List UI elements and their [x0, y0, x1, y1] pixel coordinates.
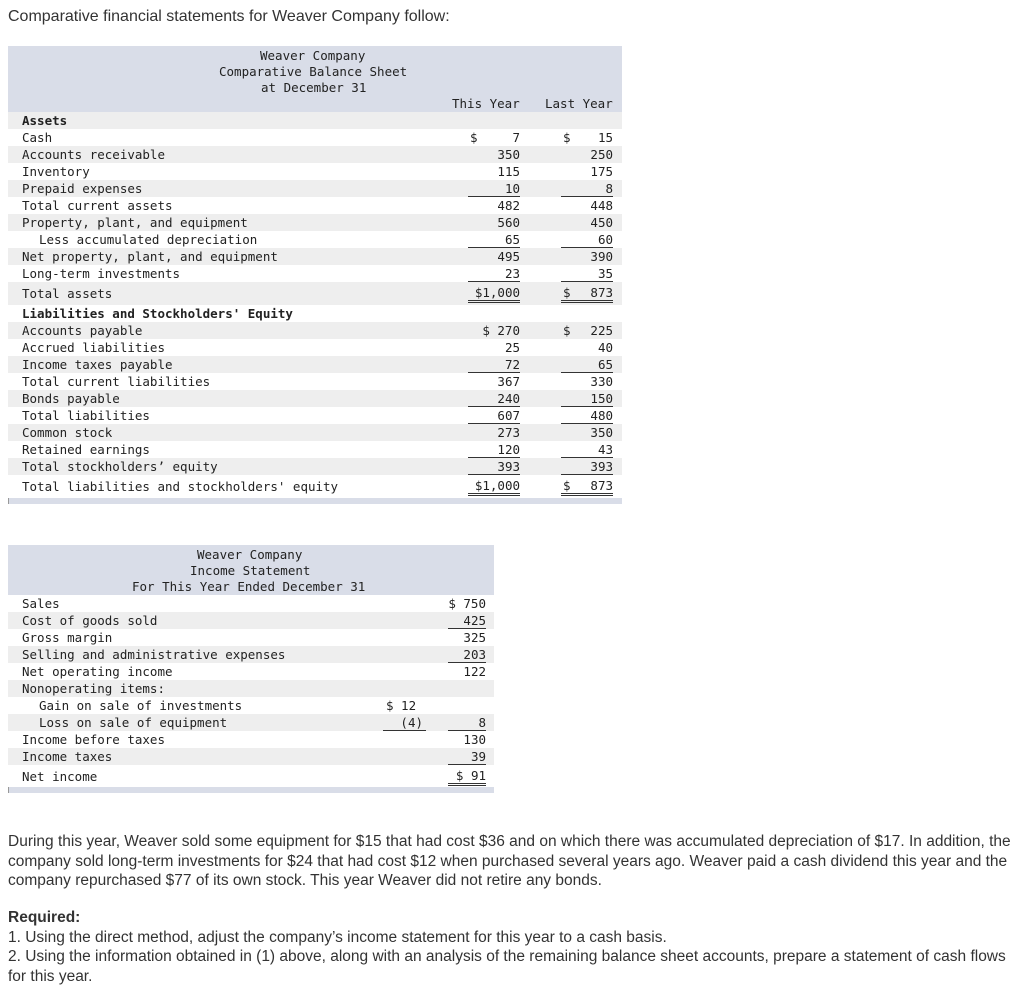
bs-row	[8, 265, 622, 282]
bs-this-year-cell-value: 367	[497, 374, 520, 389]
is-row-label: Selling and administrative expenses	[22, 647, 286, 662]
bs-last-year-cell-value: 873	[590, 478, 613, 493]
is-row-label: Nonoperating items:	[22, 681, 165, 696]
bs-last-year-cell-value: 448	[590, 198, 613, 213]
bs-this-year-cell-value: 495	[497, 249, 520, 264]
bs-row-label: Assets	[22, 113, 68, 128]
is-row-label: Income taxes	[22, 749, 113, 764]
bs-last-year-cell-value: 450	[590, 215, 613, 230]
bs-row-label: Net property, plant, and equipment	[22, 249, 278, 264]
bs-row-label: Less accumulated depreciation	[39, 232, 258, 247]
is-amount-cell	[448, 646, 486, 663]
bs-row-label: Accounts receivable	[22, 147, 165, 162]
bs-this-year-cell	[468, 390, 520, 407]
bs-this-year-cell	[468, 163, 520, 180]
bs-row	[8, 180, 622, 197]
is-row-label: Net income	[22, 769, 98, 784]
bs-row	[8, 322, 622, 339]
bs-last-year-cell	[561, 248, 613, 265]
bs-row-label: Accounts payable	[22, 323, 143, 338]
is-amount-value: 203	[463, 647, 486, 662]
bs-last-year-cell	[561, 197, 613, 214]
bs-last-year-cell-currency: $	[563, 130, 571, 145]
bs-this-year-cell	[468, 322, 520, 339]
bs-this-year-cell	[468, 146, 520, 163]
bs-last-year-cell	[561, 407, 613, 424]
is-amount-value: 39	[470, 749, 486, 764]
bs-col-this-year: This Year	[452, 96, 520, 111]
bs-row	[8, 424, 622, 441]
bs-last-year-cell-currency: $	[563, 285, 571, 300]
bs-last-year-cell	[561, 284, 613, 303]
bs-row	[8, 146, 622, 163]
income-statement-footer-bar	[8, 787, 494, 793]
bs-row	[8, 390, 622, 407]
is-subtotal-cell	[383, 697, 426, 714]
balance-sheet	[8, 46, 622, 498]
is-row-label: Loss on sale of equipment	[39, 715, 228, 730]
bs-last-year-cell	[561, 373, 613, 390]
is-amount-value: 130	[463, 732, 486, 747]
bs-row-label: Inventory	[22, 164, 90, 179]
bs-row-label: Total assets	[22, 286, 113, 301]
bs-last-year-cell	[561, 180, 613, 197]
bs-last-year-cell-value: 175	[590, 164, 613, 179]
bs-last-year-cell	[561, 214, 613, 231]
is-row	[8, 612, 494, 629]
bs-this-year-cell	[468, 407, 520, 424]
is-row-label: Net operating income	[22, 664, 173, 679]
is-amount-value: $ 750	[448, 596, 486, 611]
bs-row-label: Total liabilities and stockholders' equity	[22, 479, 339, 494]
bs-last-year-cell-value: 330	[590, 374, 613, 389]
is-amount-cell	[448, 629, 486, 646]
is-amount-cell	[448, 767, 486, 786]
required-item-2: 2. Using the information obtained in (1) above, along with an analysis of the remaining balance sheet accounts, prepare a statement of cash flows for this year.	[8, 948, 1006, 985]
bs-row	[8, 214, 622, 231]
bs-last-year-cell	[561, 322, 613, 339]
bs-last-year-cell-value: 250	[590, 147, 613, 162]
is-title-statement: Income Statement	[190, 563, 311, 578]
required-title: Required:	[8, 909, 81, 926]
bs-last-year-cell	[561, 390, 613, 407]
bs-row-label: Total current liabilities	[22, 374, 211, 389]
bs-row-label: Accrued liabilities	[22, 340, 165, 355]
bs-this-year-cell	[468, 180, 520, 197]
bs-row-label: Retained earnings	[22, 442, 150, 457]
bs-title-company: Weaver Company	[260, 48, 366, 63]
bs-this-year-cell	[468, 248, 520, 265]
income-statement	[8, 545, 494, 787]
intro-text: Comparative financial statements for Weaver Company follow:	[8, 8, 450, 25]
bs-row	[8, 112, 622, 129]
bs-row-label: Bonds payable	[22, 391, 120, 406]
bs-row-label: Total stockholders’ equity	[22, 459, 218, 474]
bs-last-year-cell-currency: $	[563, 478, 571, 493]
bs-row	[8, 305, 622, 322]
bs-row	[8, 339, 622, 356]
is-row-label: Cost of goods sold	[22, 613, 158, 628]
is-row	[8, 663, 494, 680]
bs-this-year-cell	[468, 477, 520, 496]
bs-this-year-cell-value: 482	[497, 198, 520, 213]
bs-this-year-cell	[468, 356, 520, 373]
bs-row-label: Income taxes payable	[22, 357, 173, 372]
bs-last-year-cell	[561, 265, 613, 282]
bs-this-year-cell	[468, 441, 520, 458]
bs-last-year-cell-value: 225	[590, 323, 613, 338]
is-amount-cell	[448, 595, 486, 612]
bs-this-year-cell-value: 607	[497, 408, 520, 423]
bs-last-year-cell-currency: $	[563, 323, 571, 338]
is-row	[8, 629, 494, 646]
bs-row-label: Property, plant, and equipment	[22, 215, 248, 230]
bs-this-year-cell-value: 72	[504, 357, 520, 372]
is-row	[8, 697, 494, 714]
bs-last-year-cell-value: 393	[590, 459, 613, 474]
bs-row-label: Cash	[22, 130, 53, 145]
bs-last-year-cell-value: 65	[597, 357, 613, 372]
required-item-1: 1. Using the direct method, adjust the company’s income statement for this year to a cash basis.	[8, 928, 667, 946]
bs-this-year-cell-value: 23	[504, 266, 520, 281]
bs-last-year-cell-value: 35	[597, 266, 613, 281]
bs-row	[8, 356, 622, 373]
bs-row	[8, 197, 622, 214]
bs-row	[8, 248, 622, 265]
bs-last-year-cell	[561, 356, 613, 373]
bs-this-year-cell-value: $1,000	[474, 285, 520, 300]
bs-col-last-year: Last Year	[545, 96, 613, 111]
bs-this-year-cell-value: 65	[504, 232, 520, 247]
is-subtotal-cell	[383, 714, 426, 731]
bs-this-year-cell-value: 240	[497, 391, 520, 406]
bs-this-year-cell	[468, 265, 520, 282]
bs-last-year-cell-value: 43	[597, 442, 613, 457]
bs-last-year-cell-value: 150	[590, 391, 613, 406]
bs-row	[8, 458, 622, 475]
bs-row	[8, 475, 622, 498]
bs-this-year-cell	[468, 458, 520, 475]
bs-last-year-cell-value: 480	[590, 408, 613, 423]
is-row	[8, 731, 494, 748]
bs-this-year-cell-value: 115	[497, 164, 520, 179]
bs-title-date: at December 31	[261, 80, 367, 95]
bs-last-year-cell	[561, 163, 613, 180]
is-row	[8, 714, 494, 731]
is-row	[8, 595, 494, 612]
is-subtotal-value: $ 12	[386, 698, 417, 713]
is-row	[8, 646, 494, 663]
is-row-label: Sales	[22, 596, 60, 611]
bs-last-year-cell	[561, 477, 613, 496]
bs-row-label: Long-term investments	[22, 266, 181, 281]
bs-this-year-cell	[468, 129, 520, 146]
bs-last-year-cell-value: 8	[605, 181, 613, 196]
balance-sheet-header	[8, 46, 622, 112]
bs-this-year-cell-value: 560	[497, 215, 520, 230]
bs-this-year-cell-currency: $	[470, 130, 478, 145]
bs-this-year-cell-value: $1,000	[474, 478, 520, 493]
is-amount-cell	[448, 612, 486, 629]
balance-sheet-footer-bar	[8, 498, 622, 504]
is-amount-value: 8	[478, 715, 486, 730]
bs-last-year-cell-value: 60	[597, 232, 613, 247]
bs-row	[8, 231, 622, 248]
bs-this-year-cell-value: 25	[504, 340, 520, 355]
bs-this-year-cell	[468, 339, 520, 356]
bs-row-label: Total current assets	[22, 198, 173, 213]
is-amount-value: 425	[463, 613, 486, 628]
bs-last-year-cell-value: 40	[597, 340, 613, 355]
bs-row-label: Liabilities and Stockholders' Equity	[22, 306, 293, 321]
is-amount-cell	[448, 663, 486, 680]
is-title-company: Weaver Company	[197, 547, 303, 562]
is-row	[8, 680, 494, 697]
is-amount-cell	[448, 731, 486, 748]
bs-this-year-cell	[468, 214, 520, 231]
bs-last-year-cell-value: 390	[590, 249, 613, 264]
bs-row	[8, 163, 622, 180]
bs-last-year-cell	[561, 441, 613, 458]
is-row	[8, 765, 494, 787]
bs-last-year-cell	[561, 129, 613, 146]
bs-this-year-cell-value: 273	[497, 425, 520, 440]
is-row	[8, 748, 494, 765]
is-amount-cell	[448, 714, 486, 731]
bs-this-year-cell-value: 350	[497, 147, 520, 162]
is-subtotal-value: (4)	[400, 715, 423, 730]
bs-this-year-cell	[468, 373, 520, 390]
is-row-label: Income before taxes	[22, 732, 165, 747]
bs-this-year-cell	[468, 231, 520, 248]
is-amount-value: 325	[463, 630, 486, 645]
bs-last-year-cell-value: 350	[590, 425, 613, 440]
bs-row-label: Prepaid expenses	[22, 181, 143, 196]
required-section	[8, 908, 1013, 986]
is-amount-value: $ 91	[455, 768, 486, 783]
bs-last-year-cell	[561, 458, 613, 475]
bs-this-year-cell	[468, 197, 520, 214]
bs-this-year-cell	[468, 424, 520, 441]
bs-row	[8, 441, 622, 458]
bs-this-year-cell-value: 10	[504, 181, 520, 196]
bs-title-statement: Comparative Balance Sheet	[219, 64, 408, 79]
income-statement-header	[8, 545, 494, 595]
bs-last-year-cell	[561, 146, 613, 163]
is-amount-value: 122	[463, 664, 486, 679]
balance-sheet-rows	[8, 112, 622, 498]
bs-this-year-cell	[468, 284, 520, 303]
bs-this-year-cell-value: 120	[497, 442, 520, 457]
bs-row	[8, 373, 622, 390]
bs-row	[8, 282, 622, 305]
bs-last-year-cell-value: 873	[590, 285, 613, 300]
income-statement-rows	[8, 595, 494, 787]
bs-this-year-cell-value: $ 270	[482, 323, 520, 338]
bs-row	[8, 129, 622, 146]
is-amount-cell	[448, 748, 486, 765]
bs-last-year-cell	[561, 424, 613, 441]
is-row-label: Gain on sale of investments	[39, 698, 243, 713]
bs-last-year-cell-value: 15	[597, 130, 613, 145]
bs-row-label: Total liabilities	[22, 408, 150, 423]
bs-row	[8, 407, 622, 424]
bs-last-year-cell	[561, 339, 613, 356]
bs-last-year-cell	[561, 231, 613, 248]
is-row-label: Gross margin	[22, 630, 113, 645]
bs-this-year-cell-value: 393	[497, 459, 520, 474]
is-title-period: For This Year Ended December 31	[132, 579, 366, 594]
bs-this-year-cell-value: 7	[512, 130, 520, 145]
narrative-paragraph: During this year, Weaver sold some equipment for $15 that had cost $36 and on which there was accumulated depreciation of $17. In addition, the company sold long-term investments for $24 that had cost $12 when purchased several years ago. Weaver paid a cash dividend this year and the company repurchased $77 of its own stock. This year Weaver did not retire any bonds.	[8, 833, 1011, 889]
bs-row-label: Common stock	[22, 425, 113, 440]
